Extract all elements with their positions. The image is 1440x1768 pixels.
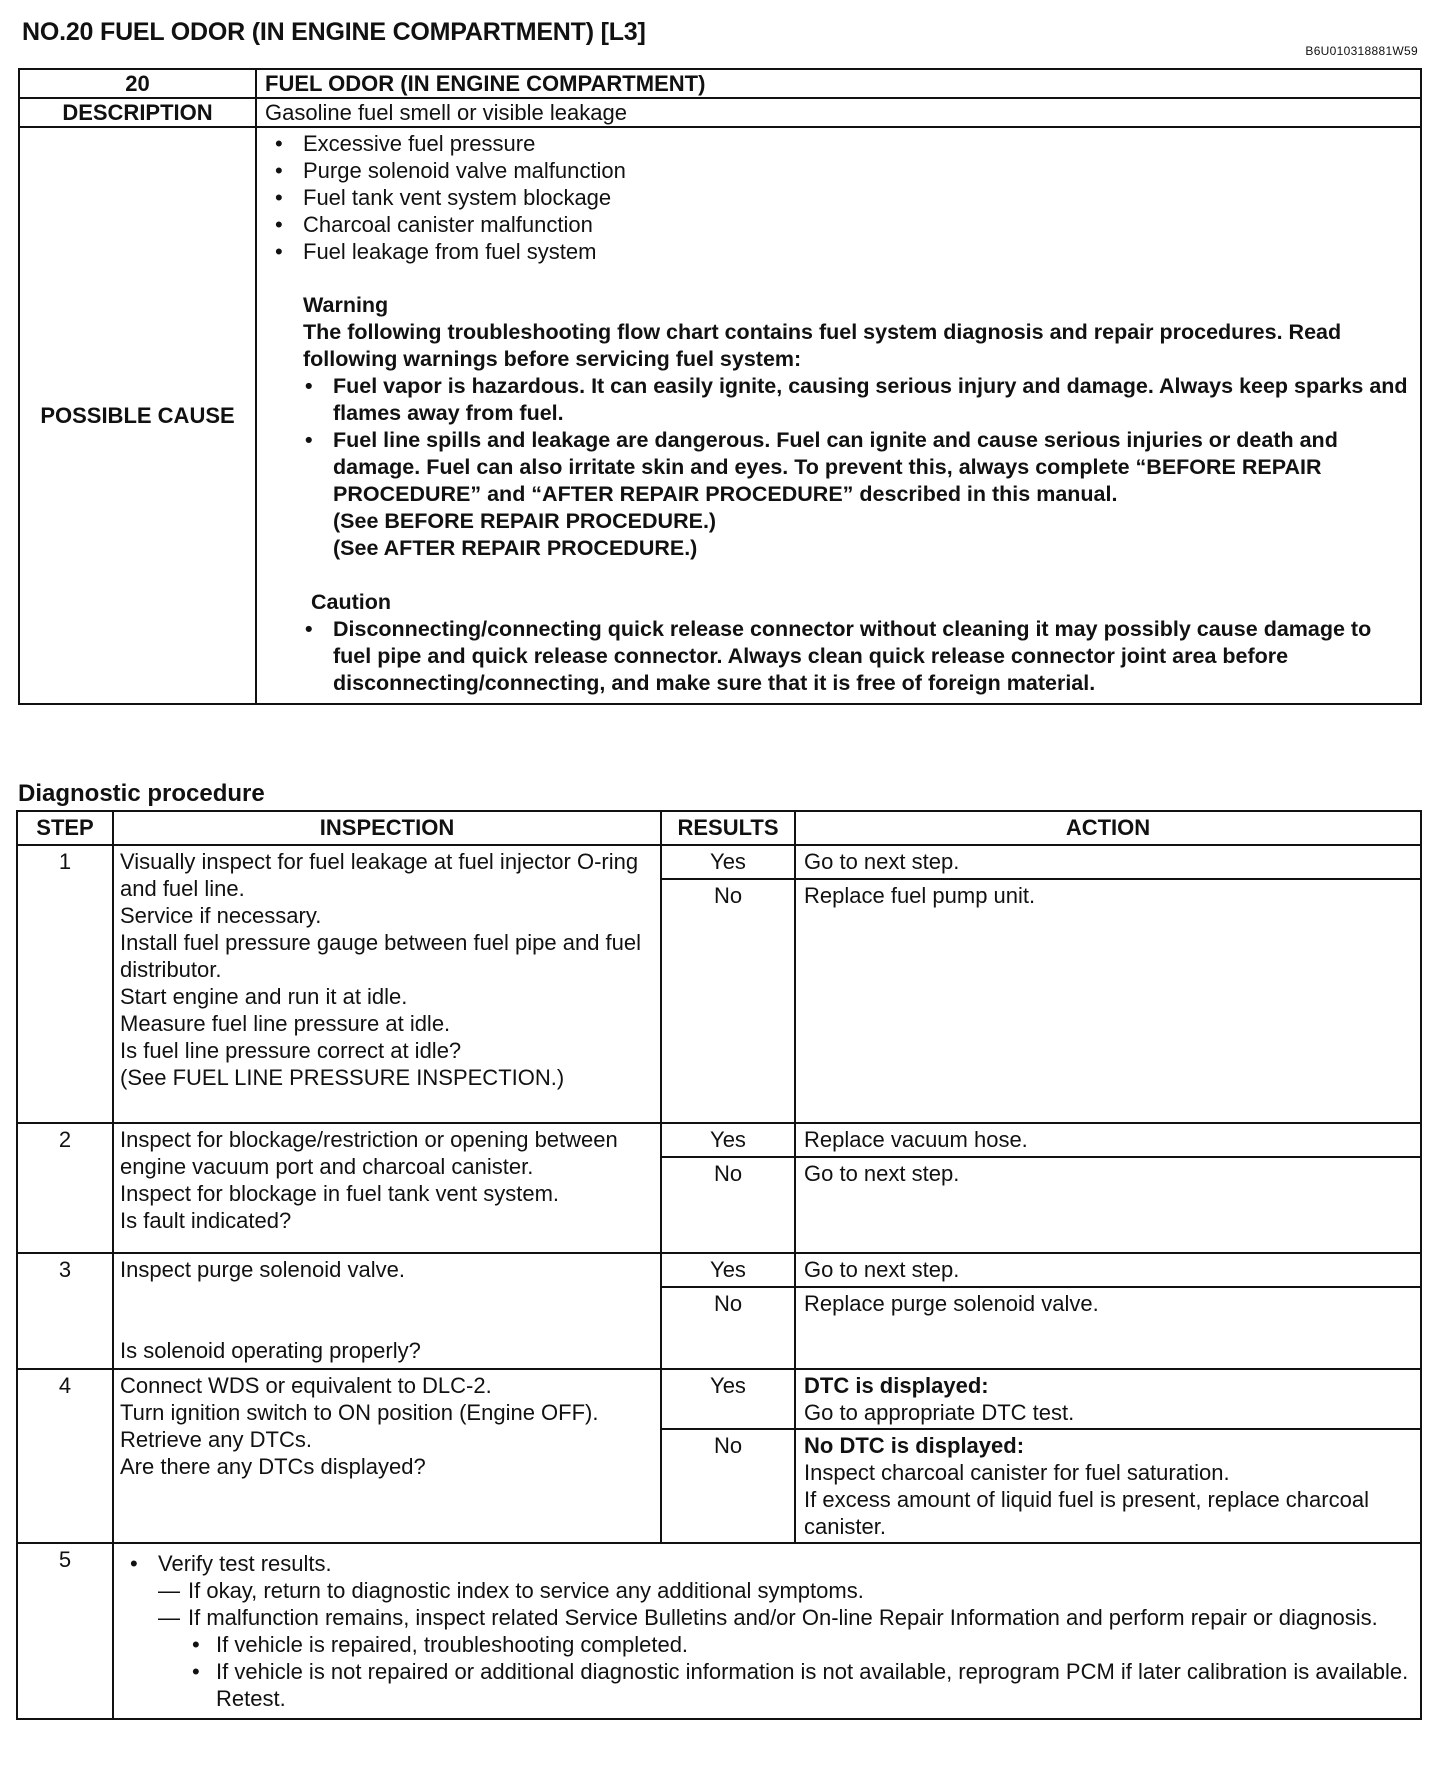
action-yes: Replace vacuum hose. — [795, 1123, 1421, 1157]
step-row-final — [17, 1543, 1421, 1719]
inspection-cell — [113, 845, 661, 1123]
action-no-cell — [795, 1429, 1421, 1543]
diagnostic-table — [16, 810, 1422, 1720]
caution-item: • Disconnecting/connecting quick release connector without cleaning it may possibly cause damage to fuel pipe and quick release connector. Always clean quick release connector joint area before disconnecting/connecting, and make sure that it is free of foreign material. — [303, 616, 1412, 697]
diagnostic-header-row — [17, 811, 1421, 845]
verify-sub-list — [188, 1631, 1410, 1712]
symptom-name: FUEL ODOR (IN ENGINE COMPARTMENT) — [256, 69, 1421, 98]
step-row — [17, 1123, 1421, 1157]
inspection-line: Inspect for blockage/restriction or opening between engine vacuum port and charcoal canister. — [120, 1127, 618, 1179]
inspection-line: Service if necessary. — [120, 903, 322, 928]
verify-dash-text: — If malfunction remains, inspect related Service Bulletins and/or On-line Repair Information and perform repair or diagnosis. — [188, 1605, 1378, 1630]
result-no: No — [661, 1157, 795, 1253]
see-after-repair: (See AFTER REPAIR PROCEDURE.) — [333, 536, 698, 560]
action-no: If excess amount of liquid fuel is present, replace charcoal canister. — [804, 1487, 1369, 1539]
verify-item — [128, 1550, 1410, 1712]
warning-item: • Fuel vapor is hazardous. It can easily ignite, causing serious injury and damage. Always keep sparks and flames away from fuel. — [303, 373, 1412, 427]
cause-list — [273, 130, 1412, 265]
document-code: B6U010318881W59 — [1305, 44, 1418, 58]
cause-item: • Fuel tank vent system blockage — [273, 184, 1412, 211]
inspection-line: Are there any DTCs displayed? — [120, 1454, 426, 1479]
verify-sub-item: • If vehicle is not repaired or additional diagnostic information is not available, reprogram PCM if later calibration is available. Retest. — [188, 1658, 1410, 1712]
inspection-line: Is fault indicated? — [120, 1208, 292, 1233]
possible-cause-cell — [256, 127, 1421, 704]
verify-cell — [113, 1543, 1421, 1719]
result-no: No — [661, 1429, 795, 1543]
step-number: 2 — [17, 1123, 113, 1253]
action-no-heading: No DTC is displayed: — [804, 1433, 1025, 1458]
warning-list — [303, 373, 1412, 562]
possible-cause-row — [19, 127, 1421, 704]
result-yes: Yes — [661, 1123, 795, 1157]
diagnostic-heading: Diagnostic procedure — [18, 780, 265, 807]
inspection-line: Measure fuel line pressure at idle. — [120, 1011, 451, 1036]
step-header: STEP — [17, 811, 113, 845]
inspection-line: Is fuel line pressure correct at idle? — [120, 1038, 462, 1063]
result-yes: Yes — [661, 1369, 795, 1429]
cause-item: • Purge solenoid valve malfunction — [273, 157, 1412, 184]
inspection-line: Start engine and run it at idle. — [120, 984, 408, 1009]
verify-dash-item — [158, 1604, 1410, 1712]
inspection-line: Is solenoid operating properly? — [120, 1338, 421, 1363]
step-number: 1 — [17, 845, 113, 1123]
inspection-line: Visually inspect for fuel leakage at fuel injector O-ring and fuel line. — [120, 849, 639, 901]
page-title: NO.20 FUEL ODOR (IN ENGINE COMPARTMENT) [L3] — [22, 18, 646, 46]
action-yes-heading: DTC is displayed: — [804, 1373, 989, 1398]
warning-block — [303, 292, 1412, 697]
step-number: 5 — [17, 1543, 113, 1719]
verify-dash-item: — If okay, return to diagnostic index to service any additional symptoms. — [158, 1577, 1410, 1604]
action-yes-cell — [795, 1369, 1421, 1429]
step-row — [17, 1369, 1421, 1429]
inspection-cell — [113, 1253, 661, 1369]
step-number: 3 — [17, 1253, 113, 1369]
inspection-line: Inspect for blockage in fuel tank vent system. — [120, 1181, 560, 1206]
action-no: Replace fuel pump unit. — [795, 879, 1421, 1123]
inspection-line: Turn ignition switch to ON position (Engine OFF). — [120, 1400, 599, 1425]
verify-dash-list — [158, 1577, 1410, 1712]
action-no: Replace purge solenoid valve. — [795, 1287, 1421, 1369]
description-row — [19, 98, 1421, 127]
result-no: No — [661, 1287, 795, 1369]
cause-item: • Excessive fuel pressure — [273, 130, 1412, 157]
inspection-line: (See FUEL LINE PRESSURE INSPECTION.) — [120, 1065, 565, 1090]
inspection-line: Retrieve any DTCs. — [120, 1427, 312, 1452]
action-yes: Go to next step. — [795, 845, 1421, 879]
inspection-header: INSPECTION — [113, 811, 661, 845]
warning-intro: The following troubleshooting flow chart contains fuel system diagnosis and repair procedures. Read following warnings before servicing fuel system: — [303, 320, 1342, 371]
action-no: Inspect charcoal canister for fuel saturation. — [804, 1460, 1230, 1485]
warning-item — [303, 427, 1412, 562]
inspection-line: Install fuel pressure gauge between fuel pipe and fuel distributor. — [120, 930, 642, 982]
results-header: RESULTS — [661, 811, 795, 845]
result-yes: Yes — [661, 845, 795, 879]
result-yes: Yes — [661, 1253, 795, 1287]
action-yes: Go to appropriate DTC test. — [804, 1400, 1075, 1425]
verify-list — [128, 1550, 1410, 1712]
step-row — [17, 845, 1421, 879]
action-no: Go to next step. — [795, 1157, 1421, 1253]
description-label: DESCRIPTION — [19, 98, 256, 127]
warning-item-text: • Fuel line spills and leakage are dangerous. Fuel can ignite and cause serious injuries or death and damage. Fuel can also irritate skin and eyes. To prevent this, always complete “BEFORE REPAIR PROCEDURE” and “AFTER REPAIR PROCEDURE” described in this manual. — [333, 428, 1338, 506]
step-row — [17, 1253, 1421, 1287]
inspection-cell — [113, 1369, 661, 1543]
action-header: ACTION — [795, 811, 1421, 845]
verify-sub-item: • If vehicle is repaired, troubleshooting completed. — [188, 1631, 1410, 1658]
inspection-line: Connect WDS or equivalent to DLC-2. — [120, 1373, 492, 1398]
possible-cause-label: POSSIBLE CAUSE — [19, 127, 256, 704]
step-number: 4 — [17, 1369, 113, 1543]
symptom-number: 20 — [19, 69, 256, 98]
result-no: No — [661, 879, 795, 1123]
see-before-repair: (See BEFORE REPAIR PROCEDURE.) — [333, 509, 717, 533]
caution-heading: Caution — [311, 590, 392, 614]
verify-main: • Verify test results. — [158, 1551, 332, 1576]
warning-heading: Warning — [303, 293, 389, 317]
cause-item: • Charcoal canister malfunction — [273, 211, 1412, 238]
cause-item: • Fuel leakage from fuel system — [273, 238, 1412, 265]
symptom-table — [18, 68, 1422, 705]
symptom-header-row — [19, 69, 1421, 98]
inspection-cell — [113, 1123, 661, 1253]
inspection-line: Inspect purge solenoid valve. — [120, 1257, 405, 1282]
action-yes: Go to next step. — [795, 1253, 1421, 1287]
description-value: Gasoline fuel smell or visible leakage — [256, 98, 1421, 127]
caution-list — [303, 616, 1412, 697]
